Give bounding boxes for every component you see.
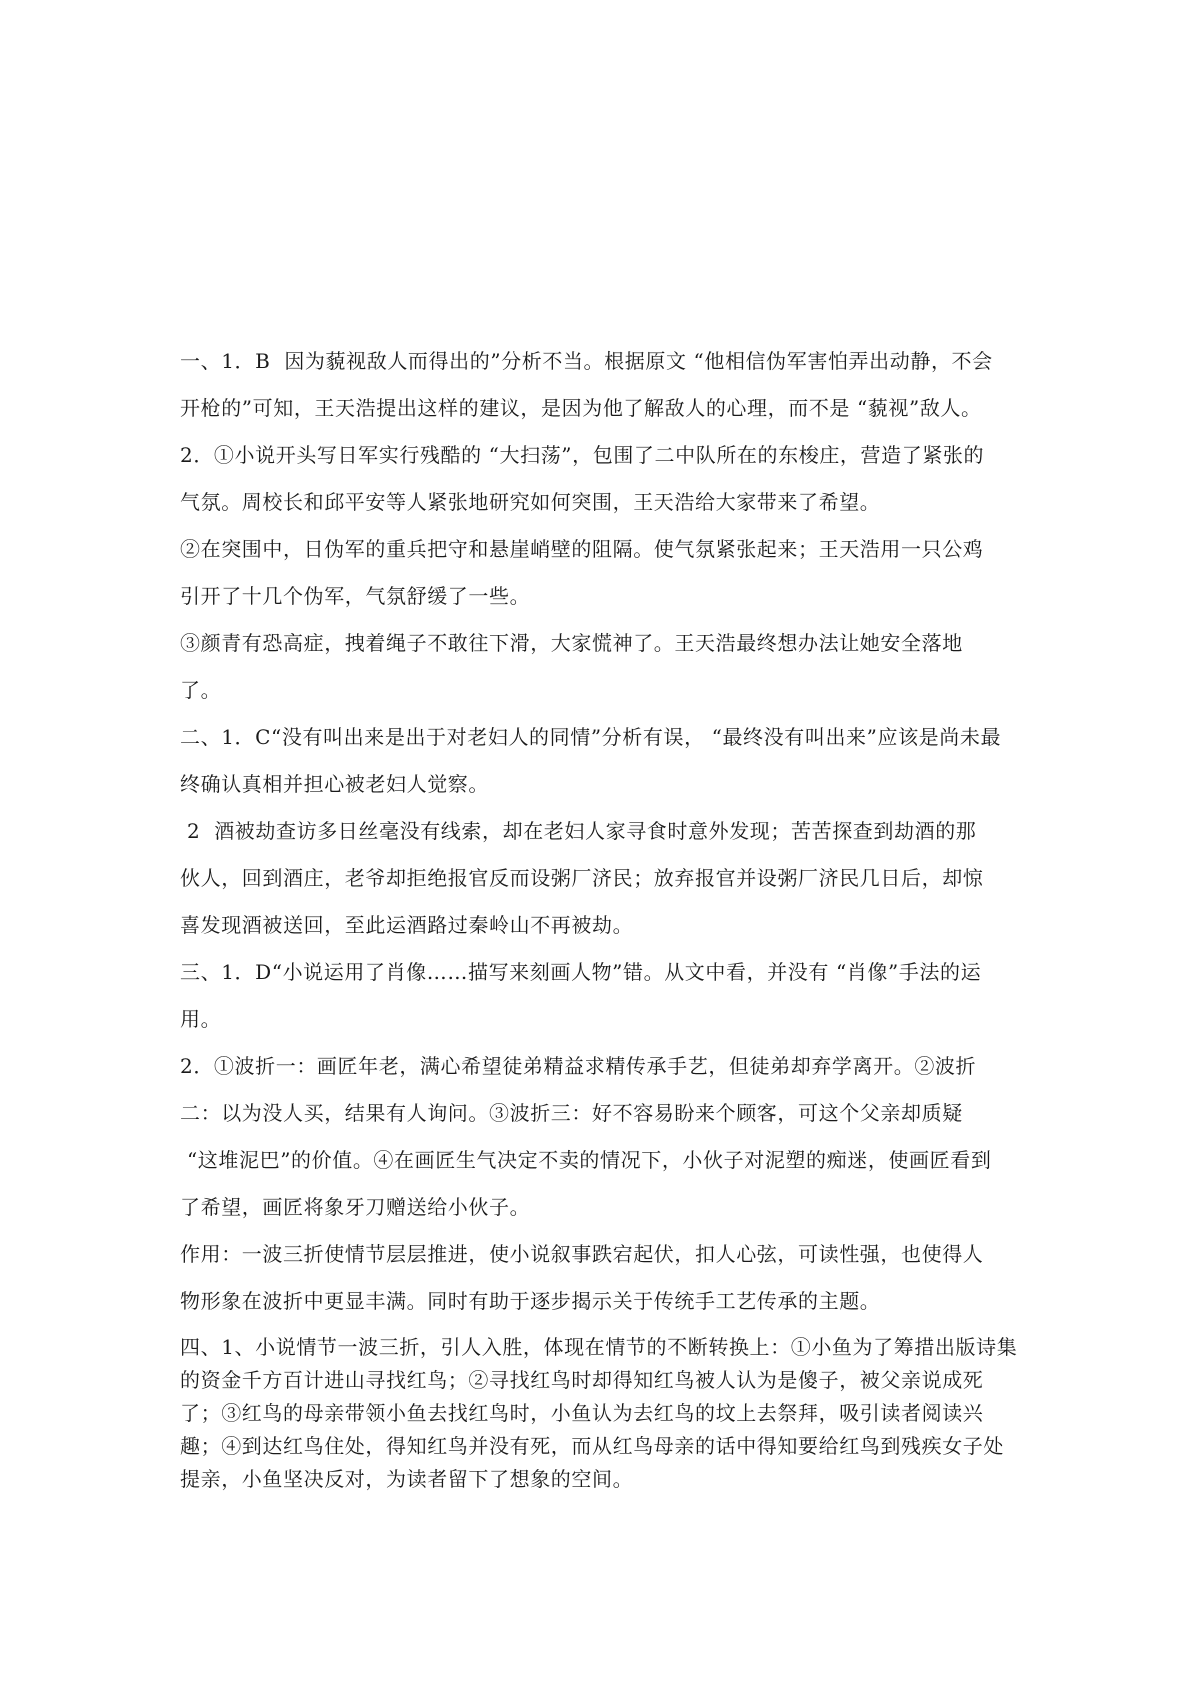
- text-line: 伙人，回到酒庄，老爷却拒绝报官反而设粥厂济民；放弃报官并设粥厂济民几日后，却惊: [180, 866, 984, 890]
- text-line: 2．①小说开头写日军实行残酷的 “大扫荡”，包围了二中队所在的东梭庄，营造了紧张的: [180, 443, 985, 467]
- text-line: 用。: [180, 1007, 222, 1031]
- final-paragraph: 四、1、小说情节一波三折，引人入胜，体现在情节的不断转换上：①小鱼为了筹措出版诗集的资金千方百计进山寻找红鸟；②寻找红鸟时却得知红鸟被人认为是傻子，被父亲说成死了；③红鸟的母亲带领小鱼去找红鸟时，小鱼认为去红鸟的坟上去祭拜，吸引读者阅读兴趣；④到达红鸟住处，得知红鸟并没有死，而从红鸟母亲的话中得知要给红鸟到残疾女子处提亲，小鱼坚决反对，为读者留下了想象的空间。: [180, 1335, 1018, 1491]
- text-line: 一、1．B 因为藐视敌人而得出的”分析不当。根据原文 “他相信伪军害怕弄出动静，不会: [180, 349, 993, 373]
- text-line: 物形象在波折中更显丰满。同时有助于逐步揭示关于传统手工艺传承的主题。: [180, 1289, 881, 1313]
- text-line: 了。: [180, 678, 222, 702]
- answer-content: [180, 338, 1020, 1496]
- text-line: 引开了十几个伪军，气氛舒缓了一些。: [180, 584, 531, 608]
- text-line: 作用：一波三折使情节层层推进，使小说叙事跌宕起伏，扣人心弦，可读性强，也使得人: [180, 1242, 984, 1266]
- text-line: ②在突围中，日伪军的重兵把守和悬崖峭壁的阻隔。使气氛紧张起来；王天浩用一只公鸡: [180, 537, 984, 561]
- text-line: 了希望，画匠将象牙刀赠送给小伙子。: [180, 1195, 531, 1219]
- text-line: 气氛。周校长和邱平安等人紧张地研究如何突围，王天浩给大家带来了希望。: [180, 490, 881, 514]
- text-line: 终确认真相并担心被老妇人觉察。: [180, 772, 489, 796]
- text-line: 二、1．C“没有叫出来是出于对老妇人的同情”分析有误， “最终没有叫出来”应该是尚未最: [180, 725, 1002, 749]
- text-line: “这堆泥巴”的价值。④在画匠生气决定不卖的情况下，小伙子对泥塑的痴迷，使画匠看到: [180, 1148, 992, 1172]
- text-line: 2 酒被劫查访多日丝毫没有线索，却在老妇人家寻食时意外发现；苦苦探查到劫酒的那: [180, 819, 977, 843]
- text-line: 2．①波折一：画匠年老，满心希望徒弟精益求精传承手艺，但徒弟却弃学离开。②波折: [180, 1054, 977, 1078]
- text-line: 三、1．D“小说运用了肖像……描写来刻画人物”错。从文中看，并没有 “肖像”手法的运: [180, 960, 982, 984]
- text-line: 二：以为没人买，结果有人询问。③波折三：好不容易盼来个顾客，可这个父亲却质疑: [180, 1101, 963, 1125]
- text-line: 喜发现酒被送回，至此运酒路过秦岭山不再被劫。: [180, 913, 634, 937]
- text-line: ③颜青有恐高症，拽着绳子不敢往下滑，大家慌神了。王天浩最终想办法让她安全落地: [180, 631, 963, 655]
- text-line: 开枪的”可知，王天浩提出这样的建议，是因为他了解敌人的心理，而不是 “藐视”敌人。: [180, 396, 982, 420]
